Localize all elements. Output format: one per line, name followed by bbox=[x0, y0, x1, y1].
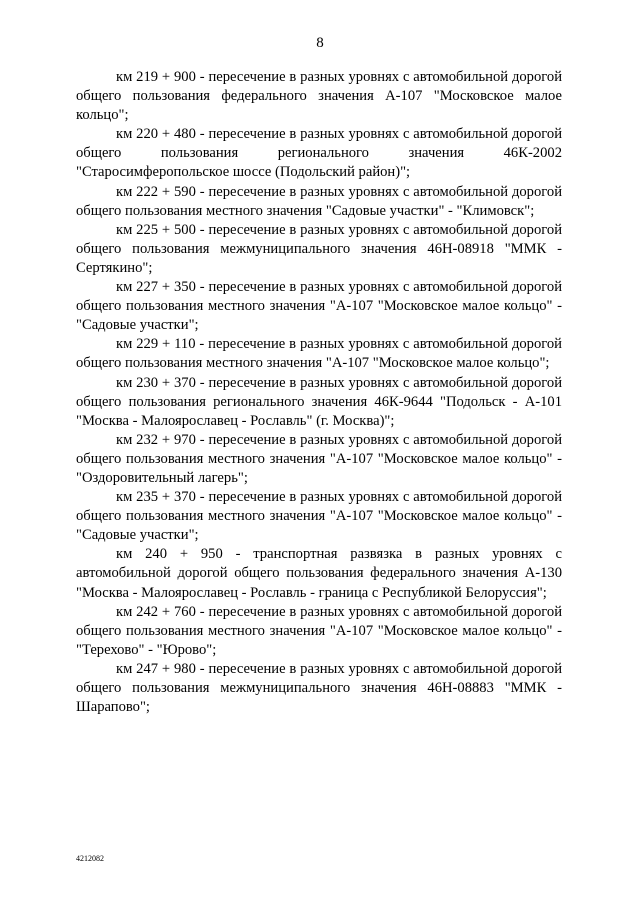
paragraph-km-227: км 227 + 350 - пересечение в разных уровнях с автомобильной дорогой общего пользования местного значения "А-107 "Московское малое кольцо" - "Садовые участки"; bbox=[76, 279, 562, 334]
paragraph-km-247: км 247 + 980 - пересечение в разных уровнях с автомобильной дорогой общего пользования межмуниципального значения 46Н-08883 "ММК - Шарапово"; bbox=[76, 660, 562, 716]
paragraph-km-235: км 235 + 370 - пересечение в разных уровнях с автомобильной дорогой общего пользования местного значения "А-107 "Московское малое кольцо" - "Садовые участки"; bbox=[76, 489, 562, 544]
document-body bbox=[76, 68, 562, 717]
paragraph-km-222: км 222 + 590 - пересечение в разных уровнях с автомобильной дорогой общего пользования местного значения "Садовые участки" - "Климовск"; bbox=[76, 183, 562, 219]
paragraph-km-219: км 219 + 900 - пересечение в разных уровнях с автомобильной дорогой общего пользования федерального значения А-107 "Московское малое кольцо"; bbox=[76, 69, 562, 124]
page-number: 8 bbox=[316, 35, 324, 51]
paragraph-km-229: км 229 + 110 - пересечение в разных уровнях с автомобильной дорогой общего пользования местного значения "А-107 "Московское малое кольцо"; bbox=[76, 336, 562, 372]
paragraph-km-240: км 240 + 950 - транспортная развязка в разных уровнях с автомобильной дорогой общего пользования федерального значения А-130 "Москва - Малоярославец - Рославль - граница с Республикой Белоруссия"; bbox=[76, 546, 562, 601]
paragraph-km-220: км 220 + 480 - пересечение в разных уровнях с автомобильной дорогой общего пользования регионального значения 46К-2002 "Старосимферопольское шоссе (Подольский район)"; bbox=[76, 126, 562, 181]
paragraph-km-225: км 225 + 500 - пересечение в разных уровнях с автомобильной дорогой общего пользования межмуниципального значения 46Н-08918 "ММК - Сертякино"; bbox=[76, 221, 562, 276]
paragraph-km-230: км 230 + 370 - пересечение в разных уровнях с автомобильной дорогой общего пользования регионального значения 46К-9644 "Подольск - А-101 "Москва - Малоярославец - Рославль" (г. Москва)"; bbox=[76, 374, 562, 429]
paragraph-km-232: км 232 + 970 - пересечение в разных уровнях с автомобильной дорогой общего пользования местного значения "А-107 "Московское малое кольцо" - "Оздоровительный лагерь"; bbox=[76, 431, 562, 486]
paragraph-km-242: км 242 + 760 - пересечение в разных уровнях с автомобильной дорогой общего пользования местного значения "А-107 "Московское малое кольцо" - "Терехово" - "Юрово"; bbox=[76, 603, 562, 658]
document-code: 4212082 bbox=[76, 854, 104, 863]
